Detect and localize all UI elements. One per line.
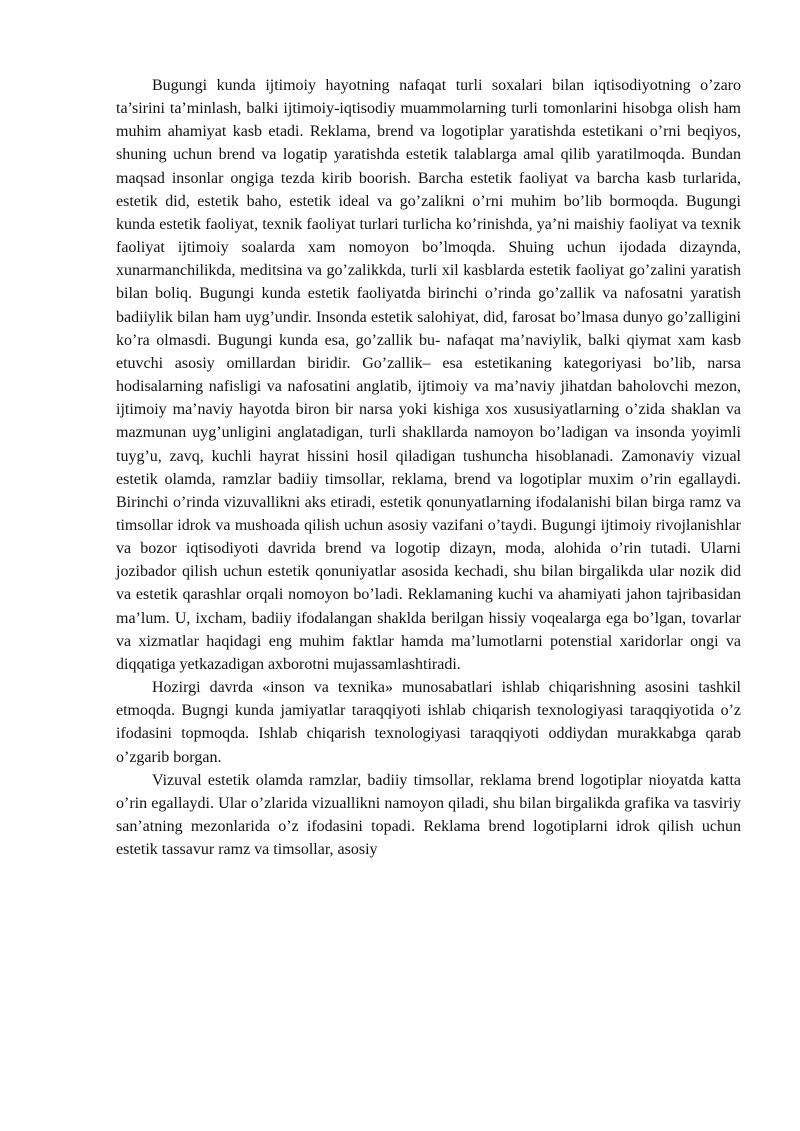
document-page	[116, 74, 741, 861]
paragraph-1: Bugungi kunda ijtimoiy hayotning nafaqat turli soxalari bilan iqtisodiyotning o’zaro ta’sirini ta’minlash, balki ijtimoiy-iqtisodiy muammolarning turli tomonlarini hisobga olish ham muhim ahamiyat kasb etadi. Reklama, brend va logotiplar yaratishda estetikani o’rni beqiyos, shuning uchun brend va logatip yaratishda estetik talablarga amal qilib yaratilmoqda. Bundan maqsad insonlar ongiga tezda kirib boorish. Barcha estetik faoliyat va barcha kasb turlarida, estetik did, estetik baho, estetik ideal va go’zalikni o’rni muhim bo’lib bormoqda. Bugungi kunda estetik faoliyat, texnik faoliyat turlari turlicha ko’rinishda, ya’ni maishiy faoliyat va texnik faoliyat ijtimoiy soalarda xam nomoyon bo’lmoqda. Shuing uchun ijodada dizaynda, xunarmanchilikda, meditsina va go’zalikkda, turli xil kasblarda estetik faoliyat go’zalini yaratish bilan boliq. Bugungi kunda estetik faoliyatda birinchi o’rinda go’zallik va nafosatni yaratish badiiylik bilan ham uyg’undir. Insonda estetik salohiyat, did, farosat bo’lmasa dunyo go’zalligini ko’ra olmasdi. Bugungi kunda esa, go’zallik bu- nafaqat ma’naviylik, balki qiymat xam kasb etuvchi asosiy omillardan biridir. Go’zallik– esa estetikaning kategoriyasi bo’lib, narsa hodisalarning nafisligi va nafosatini anglatib, ijtimoiy va ma’naviy jihatdan baholovchi mezon, ijtimoiy ma’naviy hayotda biron bir narsa yoki kishiga xos xususiyatlarning o’zida shaklan va mazmunan uyg’unligini anglatadigan, turli shakllarda namoyon bo’ladigan va insonda yoyimli tuyg’u, zavq, kuchli hayrat hissini hosil qiladigan tushuncha hisoblanadi. Zamonaviy vizual estetik olamda, ramzlar badiiy timsollar, reklama, brend va logotiplar muxim o’rin egallaydi. Birinchi o’rinda vizuvallikni aks etiradi, estetik qonunyatlarning ifodalanishi bilan birga ramz va timsollar idrok va mushoada qilish uchun asosiy vazifani o’taydi. Bugungi ijtimoiy rivojlanishlar va bozor iqtisodiyoti davrida brend va logotip dizayn, moda, alohida o’rin tutadi. Ularni jozibador qilish uchun estetik qonuniyatlar asosida kechadi, shu bilan birgalikda ular nozik did va estetik qarashlar orqali nomoyon bo’ladi. Reklamaning kuchi va ahamiyati jahon tajribasidan ma’lum. U, ixcham, badiiy ifodalangan shaklda berilgan hissiy voqealarga ega bo’lgan, tovarlar va xizmatlar haqidagi eng muhim faktlar hamda ma’lumotlarni potenstial xaridorlar ongi va diqqatiga yetkazadigan axborotni mujassamlashtiradi.	[116, 77, 741, 673]
paragraph-3: Vizuval estetik olamda ramzlar, badiiy timsollar, reklama brend logotiplar nioyatda katta o’rin egallaydi. Ular o’zlarida vizuallikni namoyon qiladi, shu bilan birgalikda grafika va tasviriy san’atning mezonlarida o’z ifodasini topadi. Reklama brend logotiplarni idrok qilish uchun estetik tassavur ramz va timsollar, asosiy	[116, 771, 741, 859]
paragraph-2: Hozirgi davrda «inson va texnika» munosabatlari ishlab chiqarishning asosini tashkil etmoqda. Bugngi kunda jamiyatlar taraqqiyoti ishlab chiqarish texnologiyasi taraqqiyotida o’z ifodasini topmoqda. Ishlab chiqarish texnologiyasi taraqqiyoti oddiydan murakkabga qarab o’zgarib borgan.	[116, 679, 741, 766]
